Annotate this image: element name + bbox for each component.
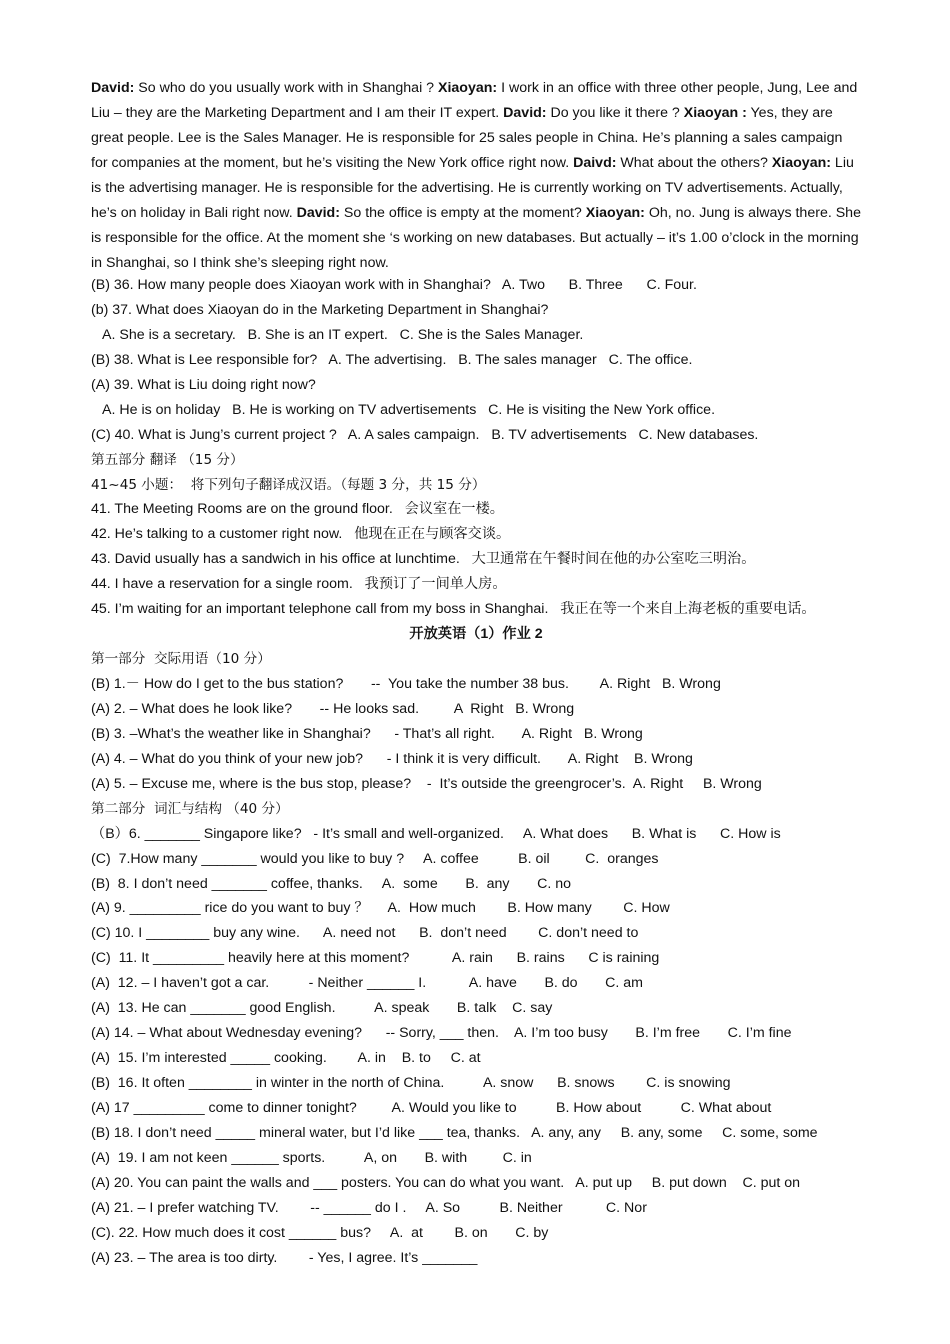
dialog-text: Yes, they are great people. Lee is the Sales Manager. He is responsible for 25 sales people in China. He’s planning a sales campaign for companies at the moment, but he’s visiting the New York office right now. (91, 105, 843, 171)
question-line: (A) 20. You can paint the walls and ___ posters. You can do what you want. A. put up B. put down C. put on (91, 1174, 801, 1191)
speaker-label: Xiaoyan: (771, 155, 831, 171)
question-line: A. She is a secretary. B. She is an IT expert. C. She is the Sales Manager. (91, 326, 584, 343)
dialog-text: Do you like it there ? (546, 105, 684, 121)
question-line: (A) 19. I am not keen ______ sports. A, on B. with C. in (91, 1149, 532, 1166)
question-line: (B) 8. I don’t need _______ coffee, thanks. A. some B. any C. no (91, 875, 572, 892)
question-line: (C) 10. I ________ buy any wine. A. need not B. don’t need C. don’t need to (91, 925, 639, 942)
question-line: (A) 12. – I haven’t got a car. - Neither ______ I. A. have B. do C. am (91, 975, 643, 992)
question-line: (B) 16. It often ________ in winter in the north of China. A. snow B. snows C. is snowing (91, 1075, 731, 1091)
question-line: (A) 9. _________ rice do you want to buy ？ A. How much B. How many C. How (91, 900, 670, 917)
question-line: 42. He’s talking to a customer right now. 他现在正在与顾客交谈。 (91, 526, 511, 543)
section-heading: 第一部分 交际用语（10 分） (91, 651, 271, 668)
speaker-label: Daivd: (573, 155, 617, 171)
dialog-text: Liu is the advertising manager. He is responsible for the advertising. He is currently working on TV advertisements. Actually, he’s on holiday in Bali right now. (91, 155, 854, 221)
speaker-label: Xiaoyan : (683, 105, 747, 121)
dialog-text: So who do you usually work with in Shanghai ? (134, 80, 438, 96)
speaker-label: Xiaoyan: (585, 205, 645, 221)
speaker-label: David: (91, 80, 135, 96)
question-line: (B) 18. I don’t need _____ mineral water, but I’d like ___ tea, thanks. A. any, any B. any, some C. some, some (91, 1124, 818, 1141)
section-heading: 第五部分 翻译 （15 分） (91, 451, 244, 468)
question-line: 44. I have a reservation for a single room. 我预订了一间单人房。 (91, 576, 507, 593)
question-line: A. He is on holiday B. He is working on TV advertisements C. He is visiting the New York office. (91, 401, 716, 418)
question-line: (A) 4. – What do you think of your new job? - I think it is very difficult. A. Right B. Wrong (91, 750, 693, 767)
section-heading: 第二部分 词汇与结构 （40 分） (91, 800, 289, 817)
question-line: (B) 36. How many people does Xiaoyan work with in Shanghai? A. Two B. Three C. Four. (91, 277, 697, 293)
question-line: 41. The Meeting Rooms are on the ground floor. 会议室在一楼。 (91, 501, 504, 518)
speaker-label: David: (503, 105, 547, 121)
dialog-text: Oh, no. Jung is always there. She is responsible for the office. At the moment she ‘s working on new databases. But actually – it’s 1.00 o’clock in the morning in Shanghai, so I think she’s sleeping right now. (91, 205, 861, 271)
question-line: (A) 21. – I prefer watching TV. -- ______ do I . A. So B. Neither C. Nor (91, 1199, 647, 1216)
question-line: (A) 14. – What about Wednesday evening? -- Sorry, ___ then. A. I’m too busy B. I’m free C. I’m fine (91, 1025, 792, 1042)
question-line: (A) 5. – Excuse me, where is the bus stop, please? - It’s outside the greengrocer’s. A. Right B. Wrong (91, 775, 762, 792)
question-line: (A) 17 _________ come to dinner tonight? A. Would you like to B. How about C. What about (91, 1099, 772, 1116)
question-line: (A) 39. What is Liu doing right now? (91, 376, 316, 393)
question-line: (C) 11. It _________ heavily here at this moment? A. rain B. rains C is raining (91, 950, 660, 967)
question-line: (A) 13. He can _______ good English. A. speak B. talk C. say (91, 1000, 553, 1017)
question-line: (A) 15. I’m interested _____ cooking. A. in B. to C. at (91, 1050, 481, 1067)
speaker-label: Xiaoyan: (438, 80, 498, 96)
section-heading: 41~45 小题： 将下列句子翻译成汉语。（每题 3 分，共 15 分） (91, 476, 486, 493)
exercise-lines (91, 273, 891, 1271)
dialog-text: I work in an office with three other people, Jung, Lee and Liu – they are the Marketing Department and I am their IT expert. (91, 80, 858, 121)
question-line: (C) 7.How many _______ would you like to buy ? A. coffee B. oil C. oranges (91, 850, 659, 867)
question-line: (C). 22. How much does it cost ______ bus? A. at B. on C. by (91, 1224, 549, 1241)
question-line: (B) 1.－ How do I get to the bus station? -- You take the number 38 bus. A. Right B. Wrong (91, 676, 721, 692)
question-line: （B）6. _______ Singapore like? - It’s small and well-organized. A. What does B. What is C. How is (91, 825, 781, 842)
question-line: (B) 38. What is Lee responsible for? A. The advertising. B. The sales manager C. The office. (91, 351, 693, 368)
question-line: (B) 3. –What’s the weather like in Shanghai? - That’s all right. A. Right B. Wrong (91, 725, 643, 742)
question-line: 45. I’m waiting for an important telephone call from my boss in Shanghai. 我正在等一个来自上海老板的重要电话。 (91, 601, 816, 618)
speaker-label: David: (296, 205, 340, 221)
dialog-text: So the office is empty at the moment? (339, 205, 586, 221)
question-line: (A) 23. – The area is too dirty. - Yes, I agree. It’s _______ (91, 1249, 478, 1266)
section-title: 开放英语（1）作业 2 (409, 626, 543, 643)
question-line: (A) 2. – What does he look like? -- He looks sad. A Right B. Wrong (91, 700, 575, 717)
question-line: (C) 40. What is Jung’s current project ? A. A sales campaign. B. TV advertisements C. New databases. (91, 426, 759, 443)
question-line: 43. David usually has a sandwich in his office at lunchtime. 大卫通常在午餐时间在他的办公室吃三明治。 (91, 551, 756, 568)
question-line: (b) 37. What does Xiaoyan do in the Marketing Department in Shanghai? (91, 301, 549, 318)
dialog-text: What about the others? (616, 155, 772, 171)
dialog-paragraph (91, 76, 861, 276)
